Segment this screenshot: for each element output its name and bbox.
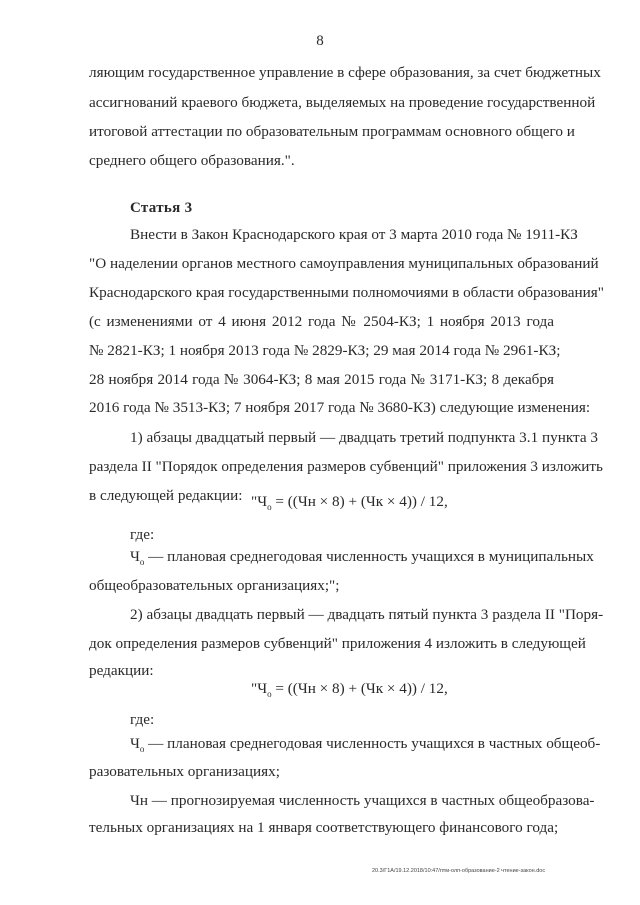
- text-line: раздела II "Порядок определения размеров субвенций" приложения 3 изложить: [89, 458, 603, 475]
- text-line: итоговой аттестации по образовательным программам основного общего и: [89, 123, 575, 140]
- subscript: о: [139, 557, 145, 568]
- text-line: в следующей редакции:: [89, 487, 243, 504]
- formula-2: "$Ч_о = ((Чн \times 8) + (Чк \times 4)) / 12$,: [251, 680, 448, 700]
- text-line: ляющим государственное управление в сфере образования, за счет бюджетных: [89, 64, 601, 81]
- text-line: (с изменениями от 4 июня 2012 года № 2504-КЗ; 1 ноября 2013 года: [89, 313, 554, 330]
- text-line: ассигнований краевого бюджета, выделяемых на проведение государственной: [89, 94, 596, 111]
- text-line: Краснодарского края государственными полномочиями в области образования": [89, 284, 604, 301]
- list-item-1: 1) абзацы двадцатый первый — двадцать третий подпункта 3.1 пункта 3: [130, 429, 598, 446]
- text-line: где:: [130, 711, 155, 728]
- text-line: 2016 года № 3513-КЗ; 7 ноября 2017 года № 3680-КЗ) следующие изменения:: [89, 399, 591, 416]
- text-line: общеобразовательных организациях;";: [89, 577, 340, 594]
- text-line: Внести в Закон Краснодарского края от 3 марта 2010 года № 1911-КЗ: [130, 226, 578, 243]
- document-footer: 20.3/Г1А/19.12.2018/10:47/птм-олп-образование-2 чтение-закон.doc: [372, 868, 546, 874]
- definition-line: Чн — прогнозируемая численность учащихся в частных общеобразова-: [130, 792, 595, 809]
- text-line: где:: [130, 526, 155, 543]
- text-line: № 2821-КЗ; 1 ноября 2013 года № 2829-КЗ; 29 мая 2014 года № 2961-КЗ;: [89, 342, 561, 359]
- definition-line: $Ч_о$ — плановая среднегодовая численность учащихся в муниципальных: [130, 548, 594, 568]
- definition-line: $Ч_о$ — плановая среднегодовая численность учащихся в частных общеоб-: [130, 735, 601, 755]
- text-line: док определения размеров субвенций" приложения 4 изложить в следующей: [89, 635, 586, 652]
- text-line: 28 ноября 2014 года № 3064-КЗ; 8 мая 2015 года № 3171-КЗ; 8 декабря: [89, 371, 554, 388]
- text-line: среднего общего образования.".: [89, 152, 295, 169]
- article-heading: Статья 3: [130, 200, 193, 216]
- text-line: редакции:: [89, 662, 154, 679]
- text-line: "О наделении органов местного самоуправления муниципальных образований: [89, 255, 599, 272]
- subscript: о: [267, 502, 272, 513]
- text-line: тельных организациях на 1 января соответствующего финансового года;: [89, 819, 559, 836]
- subscript: о: [267, 689, 272, 700]
- formula-1: "$Ч_о = ((Чн \times 8) + (Чк \times 4)) / 12$,: [251, 493, 448, 513]
- subscript: о: [139, 744, 145, 755]
- page-number: 8: [316, 33, 324, 49]
- list-item-2: 2) абзацы двадцать первый — двадцать пятый пункта 3 раздела II "Поря-: [130, 606, 604, 623]
- text-line: разовательных организациях;: [89, 763, 280, 780]
